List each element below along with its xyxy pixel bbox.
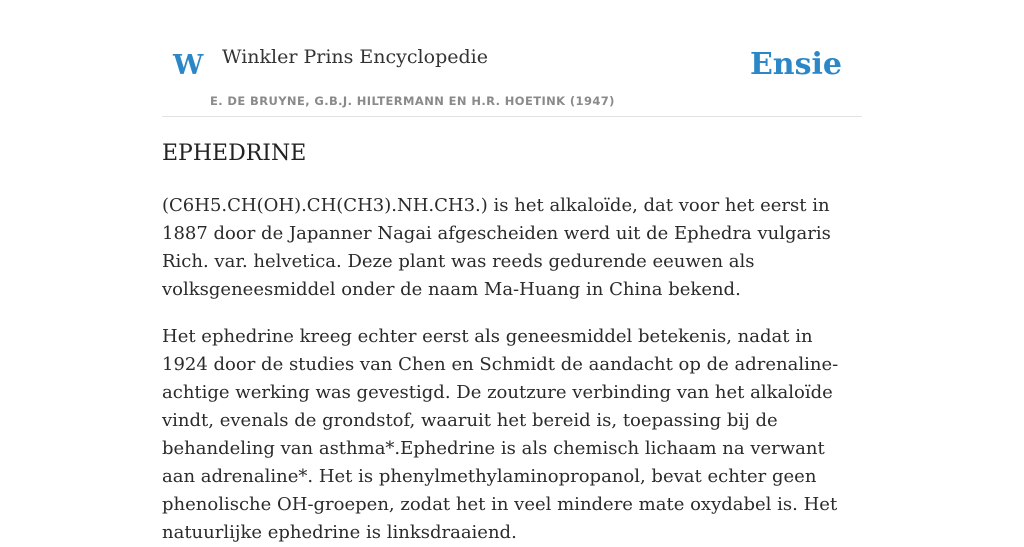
article bbox=[162, 138, 862, 547]
winkler-prins-logo[interactable]: W bbox=[173, 50, 204, 81]
site-title[interactable]: Winkler Prins Encyclopedie bbox=[222, 46, 488, 68]
site-header bbox=[162, 0, 862, 117]
article-paragraph: Het ephedrine kreeg echter eerst als geneesmiddel betekenis, nadat in 1924 door de studies van Chen en Schmidt de aandacht op de adrenaline-achtige werking was gevestigd. De zoutzure verbinding van het alkaloïde vindt, evenals de grondstof, waaruit het bereid is, toepassing bij de behandeling van asthma*.Ephedrine is als chemisch lichaam na verwant aan adrenaline*. Het is phenylmethylaminopropanol, bevat echter geen phenolische OH-groepen, zodat het in veel mindere mate oxydabel is. Het natuurlijke ephedrine is linksdraaiend. bbox=[162, 326, 839, 543]
authors-line: E. DE BRUYNE, G.B.J. HILTERMANN EN H.R. HOETINK (1947) bbox=[210, 94, 615, 108]
article-paragraph: (C6H5.CH(OH).CH(CH3).NH.CH3.) is het alkaloïde, dat voor het eerst in 1887 door de Japanner Nagai afgescheiden werd uit de Ephedra vulgaris Rich. var. helvetica. Deze plant was reeds gedurende eeuwen als volksgeneesmiddel onder de naam Ma-Huang in China bekend. bbox=[162, 195, 831, 300]
article-title: EPHEDRINE bbox=[162, 141, 307, 166]
ensie-logo[interactable]: Ensie bbox=[749, 47, 842, 82]
